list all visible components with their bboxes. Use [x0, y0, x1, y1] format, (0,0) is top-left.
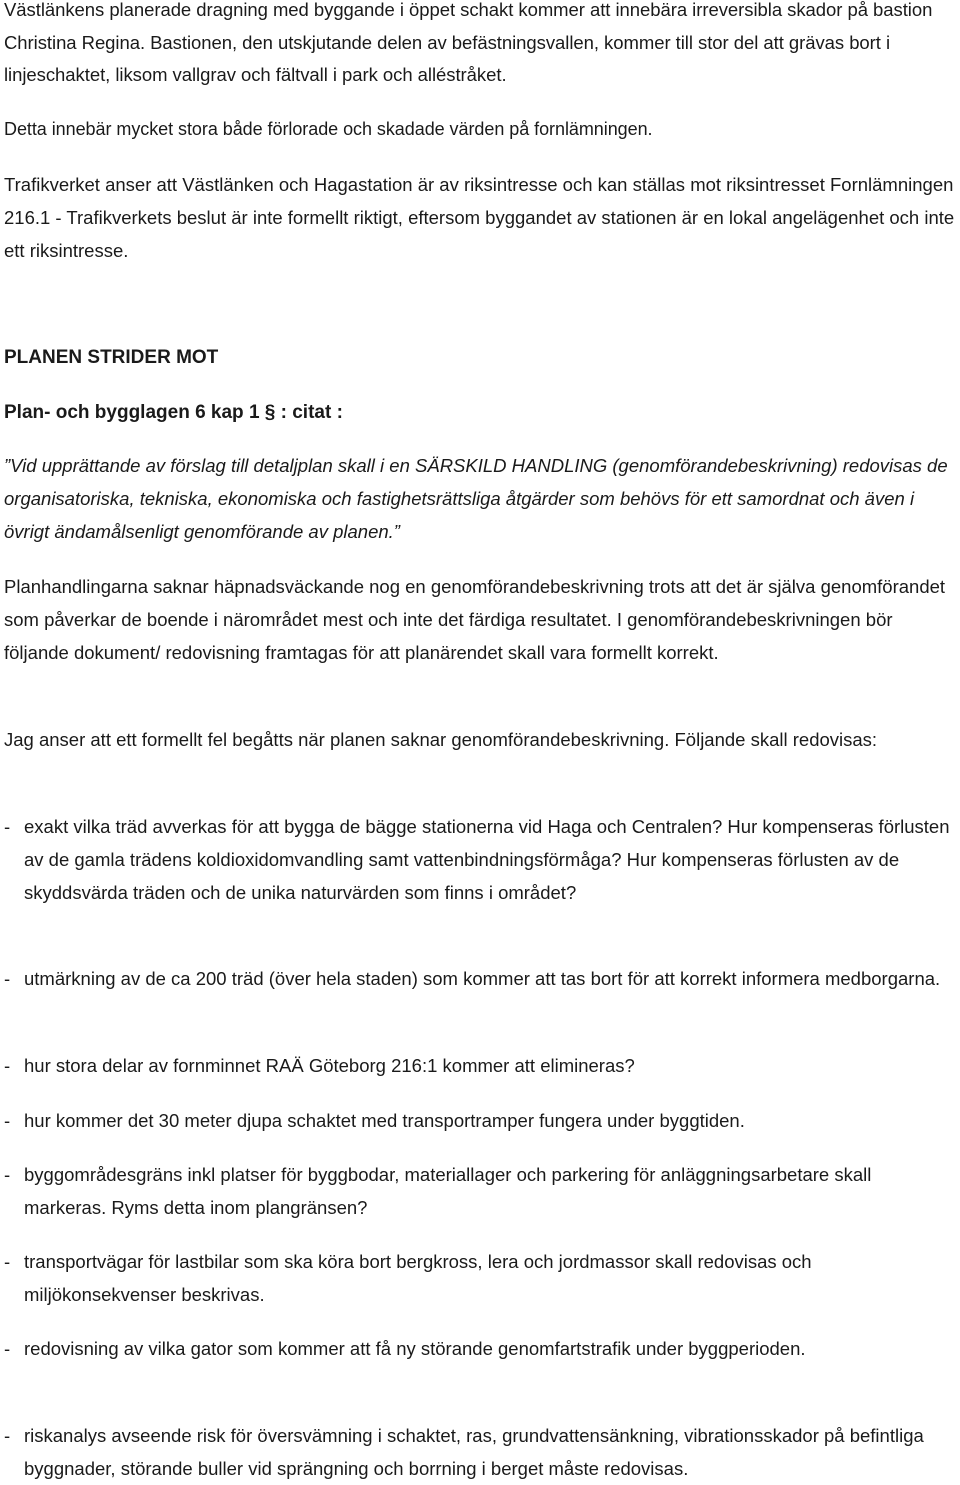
list-dash: -	[4, 1251, 11, 1272]
list-item	[4, 1419, 956, 1485]
list-item	[4, 1104, 956, 1137]
list-item-text: hur kommer det 30 meter djupa schaktet med transportramper fungera under byggtiden.	[24, 1110, 745, 1131]
list-item	[4, 1158, 956, 1224]
law-quote: ”Vid upprättande av förslag till detaljplan skall i en SÄRSKILD HANDLING (genomförandebeskrivning) redovisas de organisatoriska, tekniska, ekonomiska och fastighetsrättsliga åtgärder som behövs för ett samordnat och även i övrigt ändamålsenligt genomförande av planen.”	[4, 455, 948, 542]
intro-paragraph-1: Västlänkens planerade dragning med byggande i öppet schakt kommer att innebära irreversibla skador på bastion Christina Regina. Bastionen, den utskjutande delen av befästningsvallen, kommer till stor del att grävas bort i linjeschaktet, liksom vallgrav och fältvall i park och alléstråket.	[4, 0, 933, 85]
list-item-text: riskanalys avseende risk för översvämning i schaktet, ras, grundvattensänkning, vibrationsskador på befintliga byggnader, störande buller vid sprängning och borrning i berget måste redovisas.	[24, 1425, 924, 1479]
list-item	[4, 1049, 956, 1082]
section-subheading: Plan- och bygglagen 6 kap 1 § : citat :	[4, 402, 343, 423]
list-item-text: exakt vilka träd avverkas för att bygga de bägge stationerna vid Haga och Centralen? Hur kompenseras förlusten av de gamla trädens koldioxidomvandling samt vattenbindningsförmåga? Hur kompenseras förlusten av de skyddsvärda träden och de unika naturvärden som finns i området?	[24, 816, 950, 903]
list-dash: -	[4, 1164, 11, 1185]
intro-paragraph-2: Detta innebär mycket stora både förlorade och skadade värden på fornlämningen.	[4, 119, 653, 139]
body-paragraph-5: Jag anser att ett formellt fel begåtts när planen saknar genomförandebeskrivning. Följande skall redovisas:	[4, 729, 878, 750]
list-item-text: redovisning av vilka gator som kommer att få ny störande genomfartstrafik under byggperioden.	[24, 1338, 806, 1359]
list-dash: -	[4, 1425, 11, 1446]
list-item	[4, 810, 956, 909]
list-dash: -	[4, 1055, 11, 1076]
list-item	[4, 1332, 956, 1365]
list-item-text: transportvägar för lastbilar som ska köra bort bergkross, lera och jordmassor skall redovisas och miljökonsekvenser beskrivas.	[24, 1251, 812, 1305]
list-item-text: byggområdesgräns inkl platser för byggbodar, materiallager och parkering för anläggningsarbetare skall markeras. Ryms detta inom plangränsen?	[24, 1164, 872, 1218]
list-dash: -	[4, 816, 11, 837]
list-item	[4, 1245, 956, 1311]
list-item-text: utmärkning av de ca 200 träd (över hela staden) som kommer att tas bort för att korrekt informera medborgarna.	[24, 968, 941, 989]
intro-paragraph-3: Trafikverket anser att Västlänken och Hagastation är av riksintresse och kan ställas mot riksintresset Fornlämningen 216.1 - Trafikverkets beslut är inte formellt riktigt, eftersom byggandet av stationen är en lokal angelägenhet och inte ett riksintresse.	[4, 174, 955, 261]
list-dash: -	[4, 968, 11, 989]
section-heading: PLANEN STRIDER MOT	[4, 347, 219, 368]
list-item-text: hur stora delar av fornminnet RAÄ Göteborg 216:1 kommer att elimineras?	[24, 1055, 635, 1076]
list-dash: -	[4, 1338, 11, 1359]
body-paragraph-4: Planhandlingarna saknar häpnadsväckande nog en genomförandebeskrivning trots att det är själva genomförandet som påverkar de boende i närområdet mest och inte det färdiga resultatet. I genomförandebeskrivningen bör följande dokument/ redovisning framtagas för att planärendet skall vara formellt korrekt.	[4, 576, 946, 663]
list-dash: -	[4, 1110, 11, 1131]
list-item	[4, 962, 956, 995]
